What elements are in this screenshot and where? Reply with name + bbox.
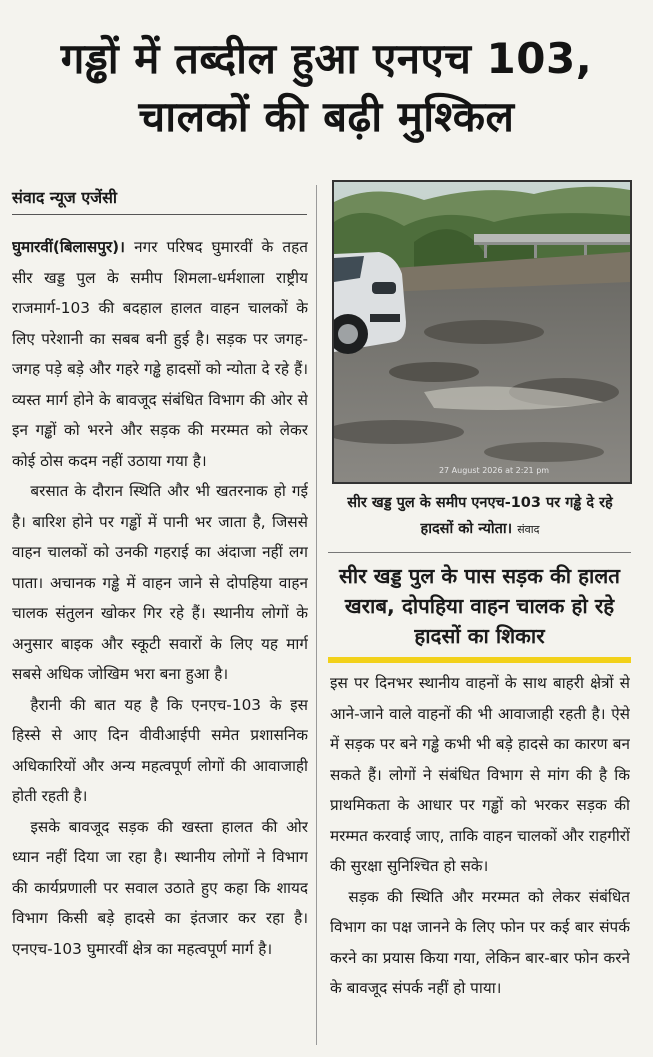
article-paragraph: बरसात के दौरान स्थिति और भी खतरनाक हो गई है। बारिश होने पर गड्ढों में पानी भर जाता है, जिससे वाहन चालकों को उनकी गहराई का अंदाजा नहीं लग पाता। अचानक गड्ढे में वाहन जाने से दोपहिया वाहन चालक संतुलन खोकर गिर रहे हैं। स्थानीय लोगों के अनुसार बाइक और स्कूटी सवारों के लिए यह मार्ग सबसे अधिक जोखिम भरा बना हुआ है।	[12, 482, 308, 683]
article-paragraph: इसके बावजूद सड़क की खस्ता हालत की ओर ध्यान नहीं दिया जा रहा है। स्थानीय लोगों ने विभाग की कार्यप्रणाली पर सवाल उठाते हुए कहा कि शायद विभाग किसी बड़े हादसे का इंतजार कर रहा है। एनएच-103 घुमारवीं क्षेत्र का महत्वपूर्ण मार्ग है।	[12, 817, 308, 958]
subheadline: सीर खड्ड पुल के पास सड़क की हालत खराब, दोपहिया वाहन चालक हो रहे हादसों का शिकार	[328, 552, 631, 663]
lead-text: नगर परिषद घुमारवीं के तहत सीर खड्ड पुल के समीप शिमला-धर्मशाला राष्ट्रीय राजमार्ग-103 की बदहाल हालत वाहन चालकों के लिए परेशानी का सबब बनी हुई है। सड़क पर जगह-जगह पड़े बड़े और गहरे गड्ढे हादसों को न्योता दे रहे हैं। व्यस्त मार्ग होने के बावजूद संबंधित विभाग की ओर से इन गड्ढों को भरने और सड़क की मरम्मत को लेकर कोई ठोस कदम नहीं उठाया गया है।	[12, 238, 308, 470]
article-lead-paragraph	[12, 232, 308, 476]
article-paragraph: इस पर दिनभर स्थानीय वाहनों के साथ बाहरी क्षेत्रों से आने-जाने वाले वाहनों की भी आवाजाही रहती है। ऐसे में सड़क पर बने गड्ढे कभी भी बड़े हादसे का कारण बन सकते हैं। लोगों ने संबंधित विभाग से मांग की है कि प्राथमिकता के आधार पर गड्ढों को भरकर सड़क की मरम्मत करवाई जाए, ताकि वाहन चालकों और राहगीरों की सुरक्षा सुनिश्चित हो सके।	[330, 674, 630, 875]
byline: संवाद न्यूज एजेंसी	[12, 186, 307, 215]
pothole-road-photo	[334, 182, 630, 482]
article-paragraph: हैरानी की बात यह है कि एनएच-103 के इस हिस्से से आए दिन वीवीआईपी समेत प्रशासनिक अधिकारियों और अन्य महत्वपूर्ण लोगों की आवाजाही होती रहती है।	[12, 695, 308, 805]
photo-timestamp: 27 August 2026 at 2:21 pm	[438, 466, 550, 475]
column-divider	[316, 185, 317, 1045]
article-column-right	[330, 668, 630, 1044]
caption-text: सीर खड्ड पुल के समीप एनएच-103 पर गड्ढे दे रहे हादसों को न्योता।	[347, 495, 613, 537]
news-photo	[332, 180, 632, 484]
article-paragraph: सड़क की स्थिति और मरम्मत को लेकर संबंधित विभाग का पक्ष जानने के लिए फोन पर कई बार संपर्क करने का प्रयास किया गया, लेकिन बार-बार फोन करने के बावजूद संपर्क नहीं हो पाया।	[330, 887, 630, 997]
headline: गड्ढों में तब्दील हुआ एनएच 103, चालकों की बढ़ी मुश्किल	[60, 34, 593, 141]
caption-credit: संवाद	[517, 523, 540, 536]
photo-caption	[330, 490, 630, 543]
article-column-left	[12, 232, 308, 1044]
dateline: घुमारवीं(बिलासपुर)।	[12, 238, 125, 256]
